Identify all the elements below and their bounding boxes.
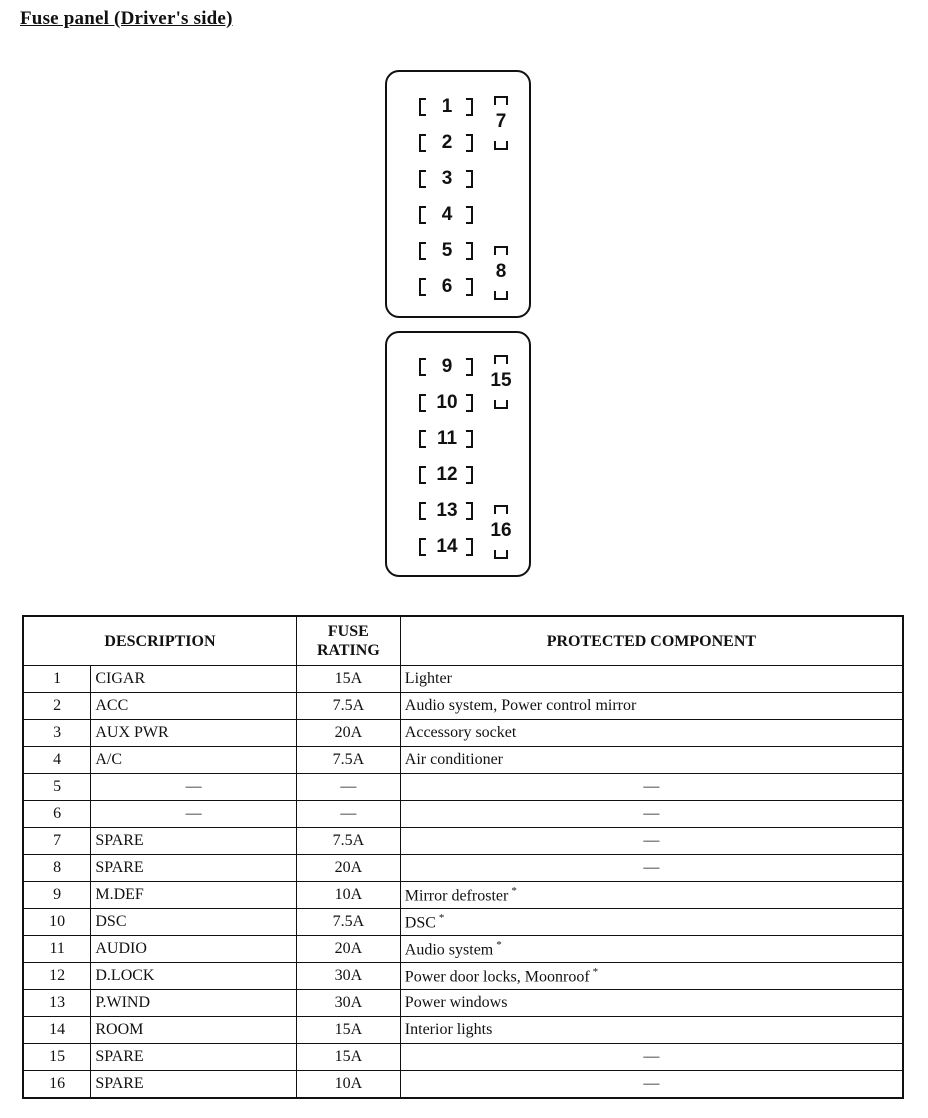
component-cell [400, 801, 903, 828]
description-cell [91, 720, 297, 747]
fuse-number: 16 [490, 520, 512, 541]
fuse-number: 8 [495, 261, 507, 282]
component-cell-text: Power door locks, Moonroof [404, 968, 590, 986]
description-cell [91, 882, 297, 909]
rating-cell [296, 774, 400, 801]
fuse-no-cell-text: 12 [49, 967, 66, 984]
component-cell [400, 936, 903, 963]
fuse-number: 12 [436, 464, 458, 485]
fuse-no-cell-text: 11 [49, 940, 65, 957]
fuse-no-cell [23, 1044, 91, 1071]
description-cell-text: SPARE [95, 859, 144, 876]
table-row [23, 720, 903, 747]
large-fuse-slot [487, 96, 515, 150]
component-cell-text: — [643, 1048, 660, 1065]
fuse-slot [417, 354, 477, 380]
fuse-slot [417, 498, 477, 524]
description-cell [91, 990, 297, 1017]
rating-cell [296, 855, 400, 882]
fuse-no-cell-text: 5 [53, 778, 62, 795]
table-row [23, 1044, 903, 1071]
table-row [23, 909, 903, 936]
large-fuse-slot [487, 355, 515, 409]
fuse-no-cell [23, 801, 91, 828]
fuse-slot [417, 462, 477, 488]
table-row [23, 801, 903, 828]
rating-cell-text: 30A [334, 994, 363, 1011]
fuse-no-cell-text: 6 [53, 805, 62, 822]
rating-cell-text: — [340, 778, 357, 795]
description-cell [91, 909, 297, 936]
component-cell-text: — [643, 859, 660, 876]
table-row [23, 693, 903, 720]
rating-cell-text: 10A [334, 1074, 363, 1092]
component-cell-text: Audio system, Power control mirror [404, 697, 637, 714]
component-cell-text: Interior lights [404, 1021, 493, 1038]
rating-cell [296, 882, 400, 909]
component-cell [400, 693, 903, 720]
description-cell [91, 801, 297, 828]
fuse-number: 10 [436, 392, 458, 413]
description-cell [91, 666, 297, 693]
fuse-slot [417, 238, 477, 264]
header-protected-component: PROTECTED COMPONENT [400, 616, 903, 666]
description-cell-text: — [185, 805, 202, 822]
table-body [23, 666, 903, 1098]
table-row [23, 828, 903, 855]
rating-cell-text: 15A [334, 1021, 363, 1038]
rating-cell [296, 1017, 400, 1044]
description-cell-text: A/C [95, 751, 123, 768]
description-cell [91, 1017, 297, 1044]
fuse-no-cell-text: 2 [53, 697, 62, 714]
rating-cell-text: 10A [334, 886, 363, 903]
fuse-no-cell-text: 16 [49, 1074, 66, 1092]
description-cell-text: SPARE [95, 1074, 144, 1092]
rating-cell-text: 7.5A [332, 913, 365, 930]
table-row [23, 990, 903, 1017]
fuse-no-cell-text: 13 [49, 994, 66, 1011]
component-cell-text: Mirror defroster [404, 887, 509, 905]
fuse-no-cell [23, 936, 91, 963]
description-cell-text: P.WIND [95, 994, 151, 1011]
component-cell-text: Power windows [404, 994, 508, 1011]
description-cell [91, 963, 297, 990]
description-cell-text: ROOM [95, 1021, 144, 1038]
component-cell-text: Lighter [404, 670, 452, 687]
rating-cell-text: 20A [334, 859, 363, 876]
header-rating-line2: RATING [316, 642, 380, 659]
fuse-number: 5 [441, 240, 453, 261]
fuse-table [22, 615, 904, 1099]
component-cell-text: — [643, 778, 660, 795]
description-cell-text: CIGAR [95, 670, 146, 687]
rating-cell-text: 30A [334, 967, 363, 984]
component-cell-text: Audio system [404, 941, 494, 959]
header-description: DESCRIPTION [23, 616, 296, 666]
description-cell [91, 828, 297, 855]
fuse-slot [417, 274, 477, 300]
header-fuse-rating [296, 616, 400, 666]
fuse-no-cell-text: 9 [53, 886, 62, 903]
rating-cell [296, 801, 400, 828]
fuse-slot [417, 166, 477, 192]
description-cell [91, 1071, 297, 1098]
fuse-no-cell-text: 4 [53, 751, 62, 768]
rating-cell [296, 666, 400, 693]
fuse-slot [417, 94, 477, 120]
description-cell-text: M.DEF [95, 886, 144, 903]
description-cell-text: DSC [95, 913, 127, 930]
header-rating-line1: FUSE [327, 623, 369, 640]
description-cell-text: D.LOCK [95, 967, 155, 984]
rating-cell [296, 909, 400, 936]
fuse-number: 2 [441, 132, 453, 153]
fuse-no-cell-text: 7 [53, 832, 62, 849]
fuse-slot [417, 390, 477, 416]
fuse-no-cell [23, 1071, 91, 1098]
component-cell [400, 963, 903, 990]
fuse-number: 11 [436, 428, 458, 449]
fuse-number: 9 [441, 356, 453, 377]
component-cell [400, 666, 903, 693]
component-cell [400, 774, 903, 801]
fuse-no-cell-text: 15 [49, 1048, 66, 1065]
component-cell [400, 1071, 903, 1098]
component-cell-text: — [643, 1074, 660, 1092]
table-row [23, 855, 903, 882]
description-cell-text: SPARE [95, 832, 144, 849]
fuse-slot [417, 130, 477, 156]
fuse-number: 15 [490, 370, 512, 391]
description-cell-text: SPARE [95, 1048, 144, 1065]
component-cell-text: — [643, 805, 660, 822]
rating-cell [296, 1044, 400, 1071]
fuse-no-cell-text: 8 [53, 859, 62, 876]
rating-cell-text: 7.5A [332, 832, 365, 849]
component-cell [400, 828, 903, 855]
fuse-no-cell-text: 10 [49, 913, 66, 930]
component-cell [400, 1017, 903, 1044]
fuse-number: 6 [441, 276, 453, 297]
footnote-asterisk: * [496, 938, 502, 951]
table-row [23, 1017, 903, 1044]
fuse-block-top [385, 70, 531, 318]
fuse-no-cell-text: 1 [53, 670, 62, 687]
description-cell-text: AUDIO [95, 940, 147, 957]
table-row [23, 1071, 903, 1098]
rating-cell-text: — [340, 805, 357, 822]
fuse-slot [417, 202, 477, 228]
table-row [23, 963, 903, 990]
footnote-asterisk: * [592, 965, 599, 978]
fuse-no-cell [23, 990, 91, 1017]
component-cell [400, 909, 903, 936]
rating-cell [296, 1071, 400, 1098]
description-cell [91, 693, 297, 720]
fuse-number: 1 [441, 96, 453, 117]
fuse-no-cell-text: 3 [53, 724, 62, 741]
large-fuse-slot [487, 505, 515, 559]
fuse-no-cell [23, 774, 91, 801]
table-header-row [23, 616, 903, 666]
rating-cell-text: 7.5A [332, 751, 365, 768]
description-cell-text: ACC [95, 697, 129, 714]
fuse-number: 14 [436, 536, 458, 557]
page-title: Fuse panel (Driver's side) [20, 8, 233, 29]
fuse-block-bottom [385, 331, 531, 577]
fuse-number: 4 [441, 204, 453, 225]
rating-cell [296, 693, 400, 720]
table-row [23, 936, 903, 963]
footnote-asterisk: * [511, 884, 517, 897]
fuse-no-cell [23, 747, 91, 774]
large-fuse-slot [487, 246, 515, 300]
fuse-slot [417, 534, 477, 560]
rating-cell-text: 15A [334, 670, 363, 687]
rating-cell-text: 15A [334, 1048, 363, 1065]
fuse-no-cell [23, 963, 91, 990]
fuse-no-cell [23, 720, 91, 747]
fuse-number: 7 [495, 111, 507, 132]
table-row [23, 747, 903, 774]
fuse-number: 3 [441, 168, 453, 189]
rating-cell [296, 828, 400, 855]
component-cell-text: DSC [404, 914, 436, 932]
rating-cell-text: 20A [334, 940, 363, 957]
component-cell [400, 882, 903, 909]
rating-cell [296, 720, 400, 747]
fuse-no-cell [23, 666, 91, 693]
table-row [23, 774, 903, 801]
fuse-no-cell [23, 882, 91, 909]
description-cell-text: AUX PWR [95, 724, 169, 741]
description-cell [91, 936, 297, 963]
fuse-no-cell [23, 693, 91, 720]
footnote-asterisk: * [438, 911, 445, 924]
component-cell-text: — [643, 832, 660, 849]
fuse-number: 13 [436, 500, 458, 521]
description-cell [91, 1044, 297, 1071]
rating-cell-text: 20A [334, 724, 363, 741]
rating-cell [296, 936, 400, 963]
component-cell [400, 1044, 903, 1071]
rating-cell-text: 7.5A [332, 697, 365, 714]
description-cell [91, 774, 297, 801]
component-cell [400, 747, 903, 774]
fuse-no-cell [23, 1017, 91, 1044]
fuse-slot [417, 426, 477, 452]
component-cell [400, 990, 903, 1017]
fuse-no-cell [23, 855, 91, 882]
description-cell [91, 855, 297, 882]
table-row [23, 666, 903, 693]
component-cell [400, 720, 903, 747]
description-cell [91, 747, 297, 774]
description-cell-text: — [185, 778, 202, 795]
table-row [23, 882, 903, 909]
component-cell-text: Air conditioner [404, 751, 503, 768]
rating-cell [296, 990, 400, 1017]
fuse-no-cell [23, 828, 91, 855]
fuse-no-cell [23, 909, 91, 936]
component-cell-text: Accessory socket [404, 724, 517, 741]
component-cell [400, 855, 903, 882]
rating-cell [296, 963, 400, 990]
rating-cell [296, 747, 400, 774]
fuse-no-cell-text: 14 [49, 1021, 66, 1038]
